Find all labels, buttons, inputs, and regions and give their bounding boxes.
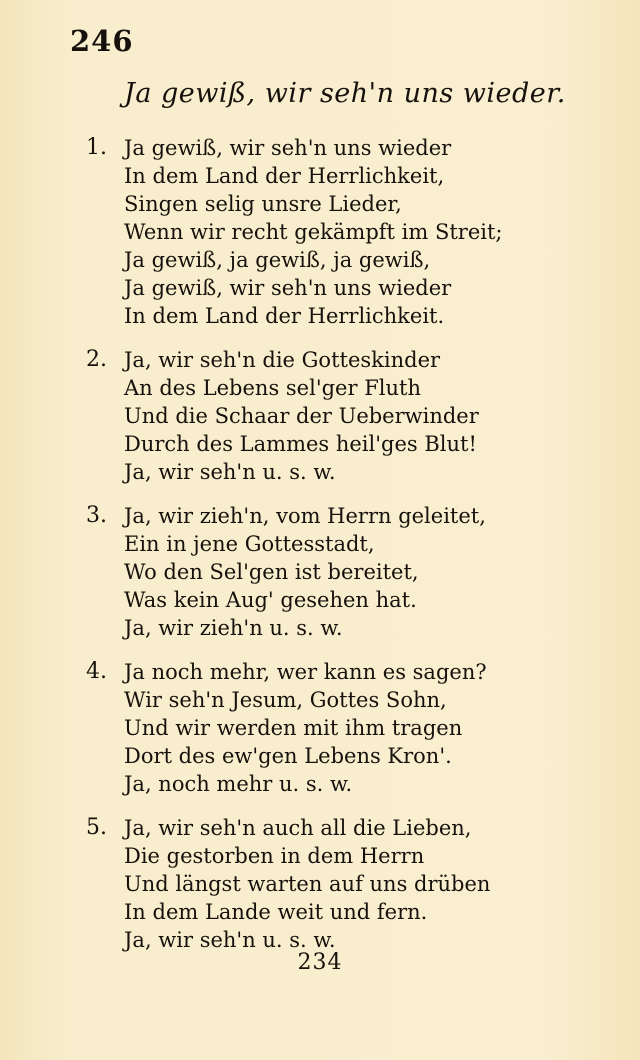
verse-line: Und längst warten auf uns drüben [124,872,491,896]
verse-line: Ein in jene Gottesstadt, [124,532,375,556]
verse-number: 4. [86,659,107,684]
verse-line: Ja, wir seh'n u. s. w. [124,460,336,484]
verse-line: Ja, wir seh'n u. s. w. [124,928,336,952]
verse-line: Ja, noch mehr u. s. w. [124,772,353,796]
verse-line: In dem Lande weit und fern. [124,900,428,924]
verse-line: Singen selig unsre Lieder, [124,192,402,216]
verse-line: An des Lebens sel'ger Fluth [124,376,421,400]
verse-line: Ja gewiß, wir seh'n uns wieder [124,136,452,160]
verse-5 [0,814,640,954]
verse-line: Ja, wir seh'n die Gotteskinder [124,348,441,372]
verse-1 [0,134,640,330]
verse-line: Ja gewiß, wir seh'n uns wieder [124,276,452,300]
verse-line: Und die Schaar der Ueberwinder [124,404,479,428]
verse-4 [0,658,640,798]
hymn-number: 246 [70,24,134,58]
verse-number: 1. [86,135,107,160]
verse-line: Wenn wir recht gekämpft im Streit; [124,220,503,244]
verse-line: In dem Land der Herrlichkeit. [124,304,445,328]
verse-line: Ja noch mehr, wer kann es sagen? [124,660,487,684]
verse-line: Ja, wir zieh'n u. s. w. [124,616,343,640]
verse-line: Wir seh'n Jesum, Gottes Sohn, [124,688,447,712]
verse-line: Ja, wir zieh'n, vom Herrn geleitet, [124,504,486,528]
verse-line: Ja, wir seh'n auch all die Lieben, [124,816,472,840]
verse-line: Was kein Aug' gesehen hat. [124,588,417,612]
verse-line: In dem Land der Herrlichkeit, [124,164,445,188]
page-number: 234 [297,950,343,975]
verse-line: Wo den Sel'gen ist bereitet, [124,560,419,584]
verse-line: Und wir werden mit ihm tragen [124,716,463,740]
verse-3 [0,502,640,642]
verse-number: 3. [86,503,107,528]
verse-line: Ja gewiß, ja gewiß, ja gewiß, [124,248,431,272]
verse-line: Durch des Lammes heil'ges Blut! [124,432,477,456]
verses-container [0,134,640,970]
verse-number: 5. [86,815,107,840]
verse-number: 2. [86,347,107,372]
verse-line: Dort des ew'gen Lebens Kron'. [124,744,452,768]
hymn-title: Ja gewiß, wir seh'n uns wieder. [124,78,566,109]
verse-2 [0,346,640,486]
verse-line: Die gestorben in dem Herrn [124,844,425,868]
